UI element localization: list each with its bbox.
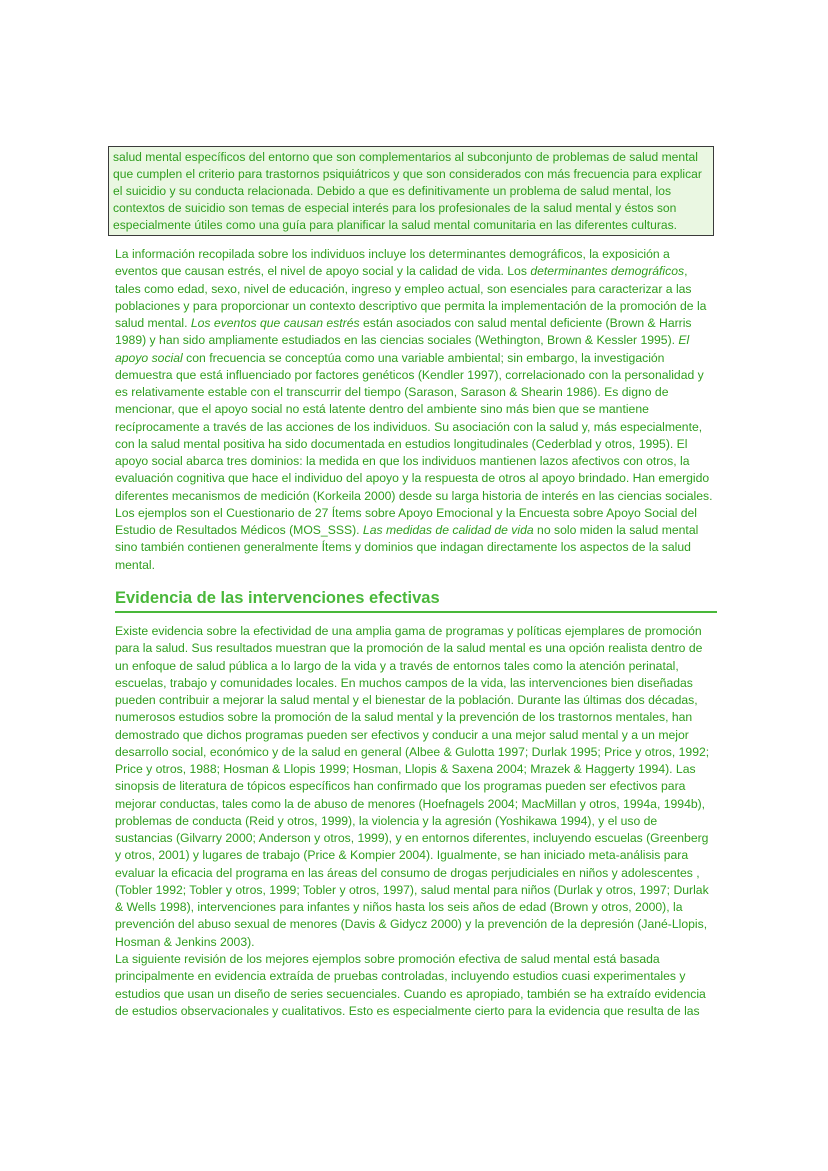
box-text: salud mental específicos del entorno que son complementarios al subconjunto de problemas de salud mental que cumplen el criterio para trastornos psiquiátricos y que son considerados con más frecuencia para explicar el suicidio y su conducta relacionada. Debido a que es definitivamente un problema de salud mental, los contextos de suicidio son temas de especial interés para los profesionales de la salud mental y éstos son especialmente útiles como una guía para planificar la salud mental comunitaria en las diferentes culturas. xyxy=(113,150,702,233)
paragraph-review: La siguiente revisión de los mejores ejemplos sobre promoción efectiva de salud mental está basada principalmente en evidencia extraída de pruebas controladas, incluyendo estudios cuasi experimentales y estudios que usan un diseño de series secuenciales. Cuando es apropiado, también se ha extraído evidencia de estudios observacionales y cualitativos. Esto es especialmente cierto para la evidencia que resulta de las xyxy=(115,952,706,1018)
p1-emphasis-stress-events: Los eventos que causan estrés xyxy=(190,316,360,330)
p1-emphasis-social-support: El apoyo social xyxy=(115,333,690,365)
paragraph-information-collected xyxy=(115,246,715,574)
highlighted-text-box xyxy=(108,146,714,236)
p1-emphasis-quality-of-life: Las medidas de calidad de vida xyxy=(362,523,534,537)
p1-text-5: no solo miden la salud mental sino también contienen generalmente Ítems y dominios que indagan directamente los aspectos de la salud mental. xyxy=(115,523,699,572)
section-heading: Evidencia de las intervenciones efectivas xyxy=(115,589,717,613)
p1-text-2: , tales como edad, sexo, nivel de educación, ingreso y empleo actual, son esenciales para caracterizar a las poblaciones y para proporcionar un contexto descriptivo que permita la implementación de la promoción de la salud mental. xyxy=(115,264,707,330)
paragraph-evidence: Existe evidencia sobre la efectividad de una amplia gama de programas y políticas ejemplares de promoción para la salud. Sus resultados muestran que la promoción de la salud mental es una opción realista dentro de un enfoque de salud pública a lo largo de la vida y a través de entornos tales como la atención perinatal, escuelas, trabajo y comunidades locales. En muchos campos de la vida, las intervenciones bien diseñadas pueden contribuir a mejorar la salud mental y el bienestar de la población. Durante las últimas dos décadas, numerosos estudios sobre la promoción de la salud mental y la prevención de los trastornos mentales, han demostrado que dichos programas pueden ser efectivos y conducir a una mejor salud mental y a un mejor desarrollo social, económico y de la salud en general (Albee & Gulotta 1997; Durlak 1995; Price y otros, 1992; Price y otros, 1988; Hosman & Llopis 1999; Hosman, Llopis & Saxena 2004; Mrazek & Haggerty 1994). Las sinopsis de literatura de tópicos específicos han confirmado que los programas pueden ser efectivos para mejorar conductas, tales como la de abuso de menores (Hoefnagels 2004; MacMillan y otros, 1994a, 1994b), problemas de conducta (Reid y otros, 1999), la violencia y la agresión (Yoshikawa 1994), y el uso de sustancias (Gilvarry 2000; Anderson y otros, 1999), y en entornos diferentes, incluyendo escuelas (Greenberg y otros, 2001) y lugares de trabajo (Price & Kompier 2004). Igualmente, se han iniciado meta-análisis para evaluar la eficacia del programa en las áreas del consumo de drogas perjudiciales en niños y adolescentes , (Tobler 1992; Tobler y otros, 1999; Tobler y otros, 1997), salud mental para niños (Durlak y otros, 1997; Durlak & Wells 1998), intervenciones para infantes y niños hasta los seis años de edad (Brown y otros, 2000), la prevención del abuso sexual de menores (Davis & Gidycz 2000) y la prevención de la depresión (Jané-Llopis, Hosman & Jenkins 2003). xyxy=(115,624,710,949)
p1-text-4: con frecuencia se conceptúa como una variable ambiental; sin embargo, la investigación demuestra que está influenciado por factores genéticos (Kendler 1997), correlacionado con la personalidad y es relativamente estable con el transcurrir del tiempo (Sarason, Sarason & Shearin 1986). Es digno de mencionar, que el apoyo social no está latente dentro del ambiente sino más bien que se mantiene recíprocamente a través de las acciones de los individuos. Su asociación con la salud y, más especialmente, con la salud mental positiva ha sido documentada en estudios longitudinales (Cederblad y otros, 1995). El apoyo social abarca tres dominios: la medida en que los individuos mantienen lazos afectivos con otros, la evaluación cognitiva que hace el individuo del apoyo y la respuesta de otros al apoyo brindado. Han emergido diferentes mecanismos de medición (Korkeila 2000) desde su larga historia de interés en las ciencias sociales. Los ejemplos son el Cuestionario de 27 Ítems sobre Apoyo Emocional y la Encuesta sobre Apoyo Social del Estudio de Resultados Médicos (MOS_SSS). xyxy=(115,350,713,537)
p1-emphasis-demographic: determinantes demográficos xyxy=(530,264,685,279)
p1-text-3: están asociados con salud mental deficiente (Brown & Harris 1989) y han sido ampliamente estudiados en las ciencias sociales (Wethington, Brown & Kessler 1995). xyxy=(115,316,692,348)
p1-text-1: La información recopilada sobre los individuos incluye los determinantes demográficos, la exposición a eventos que causan estrés, el nivel de apoyo social y la calidad de vida. Los xyxy=(115,247,670,279)
